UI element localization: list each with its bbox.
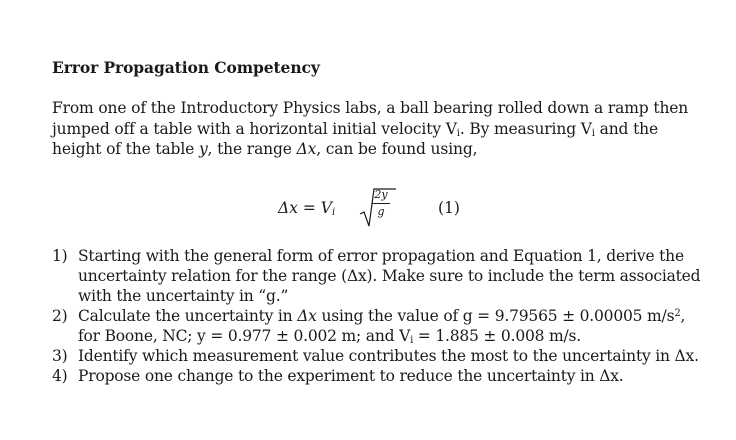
- list-item: 2) Calculate the uncertainty in Δx using the value of g = 9.79565 ± 0.00005 $m/s^2$, for Boone, NC; y = 0.977 ± 0.002 m; and $V_i = 1.885 \pm 0.008$ m/s.: [52, 307, 686, 346]
- intro-paragraph: [52, 98, 692, 160]
- intro-line-2: jumped off a table with a horizontal initial velocity $V_i$. By measuring $V_i$ and the: [52, 119, 659, 139]
- equation-number: (1): [438, 199, 460, 217]
- intro-line-1: From one of the Introductory Physics labs, a ball bearing rolled down a ramp then: [52, 99, 689, 117]
- equation-fraction: 2y g: [372, 189, 390, 218]
- document-title: Error Propagation Competency: [52, 58, 320, 77]
- equation-lhs: Δx = V: [278, 199, 332, 217]
- list-item: 3) Identify which measurement value contributes the most to the uncertainty in Δx.: [52, 347, 699, 365]
- equation-1: $\Delta x = V_i$ 2y g (1): [52, 186, 692, 230]
- list-item: 1) Starting with the general form of error propagation and Equation 1, derive the uncertainty relation for the range (Δx). Make sure to include the term associated with the uncertainty in “g.”: [52, 247, 701, 305]
- intro-line-3: height of the table y, the range Δx, can be found using,: [52, 140, 478, 158]
- list-item: 4) Propose one change to the experiment to reduce the uncertainty in Δx.: [52, 367, 624, 385]
- question-list: [52, 246, 702, 386]
